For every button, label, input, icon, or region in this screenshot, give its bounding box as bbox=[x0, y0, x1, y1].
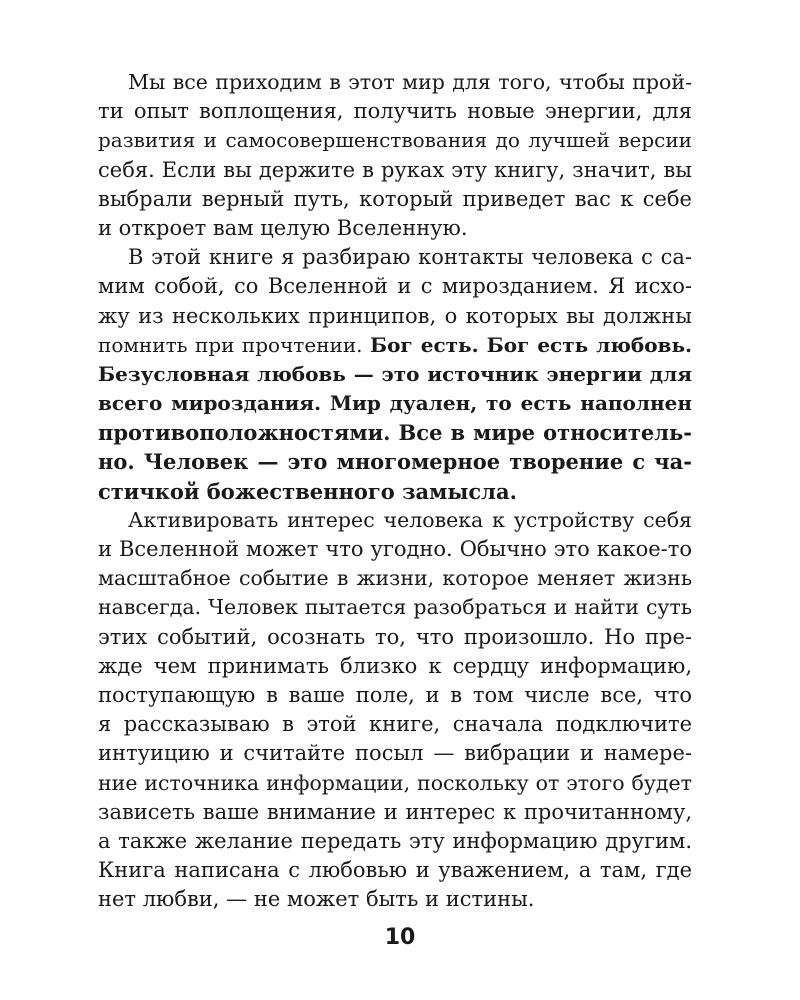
text-line bbox=[98, 856, 692, 885]
text-run: себя. Если вы держите в руках эту книгу, значит, вы bbox=[98, 157, 692, 182]
text-run: и Вселенной может что угодно. Обычно это какое-то bbox=[98, 537, 692, 561]
text-run: навсегда. Человек пытается разобраться и найти суть bbox=[98, 595, 692, 620]
text-line bbox=[98, 885, 692, 914]
text-run: развития и самосовершенствования до лучшей версии bbox=[98, 128, 692, 153]
text-run: Книга написана с любовью и уважением, а там, где bbox=[98, 858, 692, 883]
text-line bbox=[98, 506, 692, 535]
text-line bbox=[98, 243, 692, 272]
page-number: 10 bbox=[384, 925, 416, 950]
text-run: В этой книге я разбираю контакты человека с са- bbox=[128, 245, 692, 270]
text-line bbox=[98, 68, 692, 97]
text-line bbox=[98, 214, 692, 243]
bold-text: Бог есть. Бог есть любовь. bbox=[369, 332, 692, 357]
bold-text: стичкой божественного замысла. bbox=[98, 478, 517, 504]
text-run: поступающую в ваше поле, и в том числе все, что bbox=[98, 682, 692, 707]
bold-text: всего мироздания. Мир дуален, то есть наполнен bbox=[98, 391, 692, 416]
text-line bbox=[98, 535, 692, 564]
text-line bbox=[98, 447, 692, 476]
text-run: а также желание передать эту информацию другим. bbox=[98, 828, 692, 853]
text-line bbox=[98, 389, 692, 418]
text-run: масштабное событие в жизни, которое меняет жизнь bbox=[98, 566, 692, 591]
text-run: этих событий, осознать то, что произошло. Но пре- bbox=[98, 624, 692, 649]
text-run: нет любви, — не может быть и истины. bbox=[98, 887, 535, 912]
text-line bbox=[98, 681, 692, 710]
text-line bbox=[98, 477, 692, 506]
text-line bbox=[98, 360, 692, 389]
body-text bbox=[98, 68, 692, 914]
text-run: выбрали верный путь, который приведет вас к себе bbox=[98, 186, 692, 211]
text-run: жде чем принимать близко к сердцу информацию, bbox=[98, 653, 692, 678]
text-run: и откроет вам целую Вселенную. bbox=[98, 215, 468, 240]
text-run: ти опыт воплощения, получить новые энергии, для bbox=[98, 99, 692, 124]
bold-text: Безусловная любовь — это источник энергии для bbox=[98, 361, 692, 386]
text-line bbox=[98, 156, 692, 185]
text-line bbox=[98, 418, 692, 447]
text-line bbox=[98, 593, 692, 622]
text-line bbox=[98, 302, 692, 331]
text-run: я рассказываю в этой книге, сначала подключите bbox=[98, 712, 692, 737]
text-line bbox=[98, 185, 692, 214]
text-line bbox=[98, 798, 692, 827]
text-line bbox=[98, 710, 692, 739]
text-run: мим собой, со Вселенной и с мирозданием. Я исхо- bbox=[98, 274, 692, 299]
text-run: ние источника информации, поскольку от этого будет bbox=[98, 770, 692, 795]
text-run: жу из нескольких принципов, о которых вы должны bbox=[98, 303, 692, 328]
text-run: помнить при прочтении. bbox=[98, 332, 370, 357]
text-run: интуицию и считайте посыл — вибрации и намере- bbox=[98, 741, 692, 766]
bold-text: противоположностями. Все в мире относитель- bbox=[98, 420, 692, 446]
text-line bbox=[98, 623, 692, 652]
text-run: Активировать интерес человека к устройству себя bbox=[128, 507, 692, 532]
text-line bbox=[98, 272, 692, 301]
text-line bbox=[98, 331, 692, 360]
bold-text: но. Человек — это многомерное творение с ча- bbox=[98, 449, 692, 475]
text-line bbox=[98, 827, 692, 856]
text-line bbox=[98, 769, 692, 798]
text-line bbox=[98, 739, 692, 768]
text-run: зависеть ваше внимание и интерес к прочитанному, bbox=[98, 799, 692, 824]
text-line bbox=[98, 564, 692, 593]
text-line bbox=[98, 126, 692, 155]
text-line bbox=[98, 652, 692, 681]
text-line bbox=[98, 97, 692, 126]
text-run: Мы все приходим в этот мир для того, чтобы прой- bbox=[128, 70, 692, 94]
